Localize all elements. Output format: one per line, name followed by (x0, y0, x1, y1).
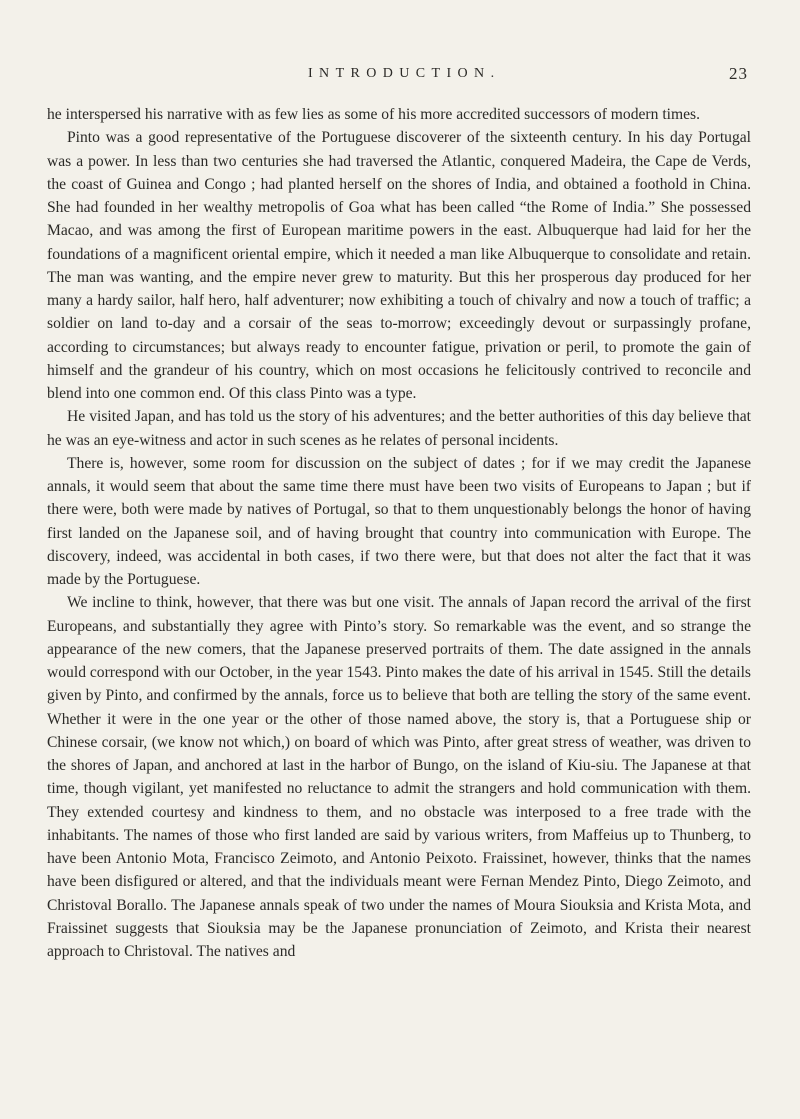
paragraph-continuation: he interspersed his narrative with as few lies as some of his more accredited successors of modern times. (47, 106, 701, 123)
paragraph-pinto-representative: Pinto was a good representative of the Portuguese discoverer of the sixteenth century. In his day Portugal was a power. In less than two centuries she had traversed the Atlantic, conquered Madeira, the Cape de Verds, the coast of Guinea and Congo ; had planted herself on the shores of India, and obtained a foothold in China. She had founded in her wealthy metropolis of Goa what has been called “the Rome of India.” She possessed Macao, and was among the first of European maritime powers in the east. Albuquerque had laid for her the foundations of a magnificent oriental empire, which it needed a man like Albuquerque to consolidate and retain. The man was wanting, and the empire never grew to maturity. But this her prosperous day produced for her many a hardy sailor, half hero, half adventurer; now exhibiting a touch of chivalry and now a touch of traffic; a soldier on land to-day and a corsair of the seas to-morrow; exceedingly devout or surpassingly profane, according to circumstances; but always ready to encounter fatigue, privation or peril, to promote the gain of himself and the grandeur of his country, which on most occasions he felicitously contrived to reconcile and blend into one common end. Of this class Pinto was a type. (47, 129, 751, 402)
paragraph-one-visit: We incline to think, however, that there was but one visit. The annals of Japan record the arrival of the first Europeans, and substantially they agree with Pinto’s story. So remarkable was the event, and so strange the appearance of the new comers, that the Japanese preserved portraits of them. The date assigned in the annals would correspond with our October, in the year 1543. Pinto makes the date of his arrival in 1545. Still the details given by Pinto, and confirmed by the annals, force us to believe that both are telling the story of the same event. Whether it were in the one year or the other of those named above, the story is, that a Portuguese ship or Chinese corsair, (we know not which,) on board of which was Pinto, after great stress of weather, was driven to the shores of Japan, and anchored at last in the harbor of Bungo, on the island of Kiu-siu. The Japanese at that time, though vigilant, yet manifested no reluctance to admit the strangers and hold communication with them. They extended courtesy and kindness to them, and no obstacle was interposed to a free trade with the inhabitants. The names of those who first landed are said by various writers, from Maffeius up to Thunberg, to have been Antonio Mota, Francisco Zeimoto, and Antonio Peixoto. Fraissinet, however, thinks that the names have been disfigured or altered, and that the individuals meant were Fernan Mendez Pinto, Diego Zeimoto, and Christoval Borallo. The Japanese annals speak of two under the names of Moura Siouksia and Krista Mota, and Fraissinet suggests that Siouksia may be the Japanese pronunciation of Zeimoto, and Krista their nearest approach to Christoval. The natives and (47, 594, 751, 960)
body-text (47, 103, 751, 963)
running-title: INTRODUCTION. (308, 66, 501, 81)
paragraph-visited-japan: He visited Japan, and has told us the story of his adventures; and the better authorities of this day believe that he was an eye-witness and actor in such scenes as he relates of personal incidents. (47, 408, 751, 449)
page-number: 23 (729, 64, 748, 83)
paragraph-discussion-dates: There is, however, some room for discussion on the subject of dates ; for if we may credit the Japanese annals, it would seem that about the same time there must have been two visits of Europeans to Japan ; but if there were, both were made by natives of Portugal, so that to them unquestionably belongs the honor of having first landed on the Japanese soil, and of having brought that country into communication with Europe. The discovery, indeed, was accidental in both cases, if two there were, but that does not alter the fact that it was made by the Portuguese. (47, 454, 751, 588)
